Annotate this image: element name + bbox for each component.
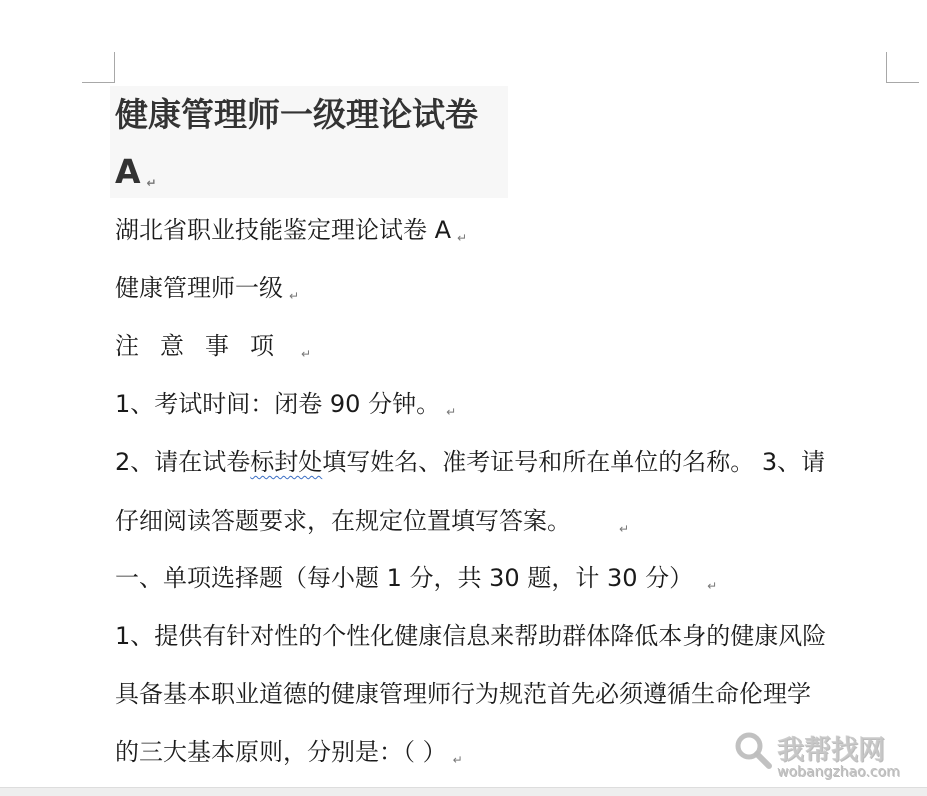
paragraph-notice-2[interactable]: 2、请在试卷标封处填写姓名、准考证号和所在单位的名称。 3、请 bbox=[115, 448, 826, 476]
section-heading-single-choice[interactable]: 一、单项选择题（每小题 1 分，共 30 题，计 30 分） ↵ bbox=[115, 564, 718, 593]
site-watermark bbox=[733, 728, 919, 786]
crop-mark-top-left bbox=[82, 52, 115, 83]
crop-mark-top-right bbox=[886, 52, 919, 83]
document-title-line-1[interactable]: 健康管理师一级理论试卷 bbox=[115, 95, 478, 134]
document-title-line-2[interactable]: A ↵ bbox=[115, 152, 157, 191]
magnifier-icon bbox=[733, 730, 773, 770]
question-1-line-1[interactable]: 1、提供有针对性的个性化健康信息来帮助群体降低本身的健康风险 bbox=[115, 622, 827, 650]
paragraph-notice-heading[interactable]: 注意事项 ↵ bbox=[115, 332, 312, 361]
paragraph-notice-3[interactable]: 仔细阅读答题要求，在规定位置填写答案。 ↵ bbox=[115, 507, 630, 536]
paragraph-mark: ↵ bbox=[446, 405, 457, 419]
watermark-text: 我帮找网 bbox=[777, 735, 885, 766]
watermark-url: wobangzhao.com bbox=[777, 764, 900, 780]
paragraph-mark: ↵ bbox=[457, 231, 468, 245]
paragraph-mark: ↵ bbox=[619, 522, 630, 536]
question-1-line-2[interactable]: 具备基本职业道德的健康管理师行为规范首先必须遵循生命伦理学 bbox=[115, 680, 811, 708]
paragraph-level[interactable]: 健康管理师一级 ↵ bbox=[115, 274, 300, 303]
paragraph-mark: ↵ bbox=[289, 289, 300, 303]
paragraph-mark: ↵ bbox=[146, 176, 157, 190]
window-bottom-edge bbox=[0, 787, 927, 796]
paragraph-mark: ↵ bbox=[452, 753, 463, 767]
paragraph-mark: ↵ bbox=[301, 347, 312, 361]
paragraph-exam-name[interactable]: 湖北省职业技能鉴定理论试卷 A ↵ bbox=[115, 216, 468, 245]
question-1-line-3[interactable]: 的三大基本原则，分别是：（ ） ↵ bbox=[115, 738, 463, 767]
paragraph-notice-1[interactable]: 1、考试时间：闭卷 90 分钟。 ↵ bbox=[115, 390, 457, 419]
spellcheck-underline[interactable]: 标封处 bbox=[250, 448, 323, 476]
paragraph-mark: ↵ bbox=[707, 579, 718, 593]
